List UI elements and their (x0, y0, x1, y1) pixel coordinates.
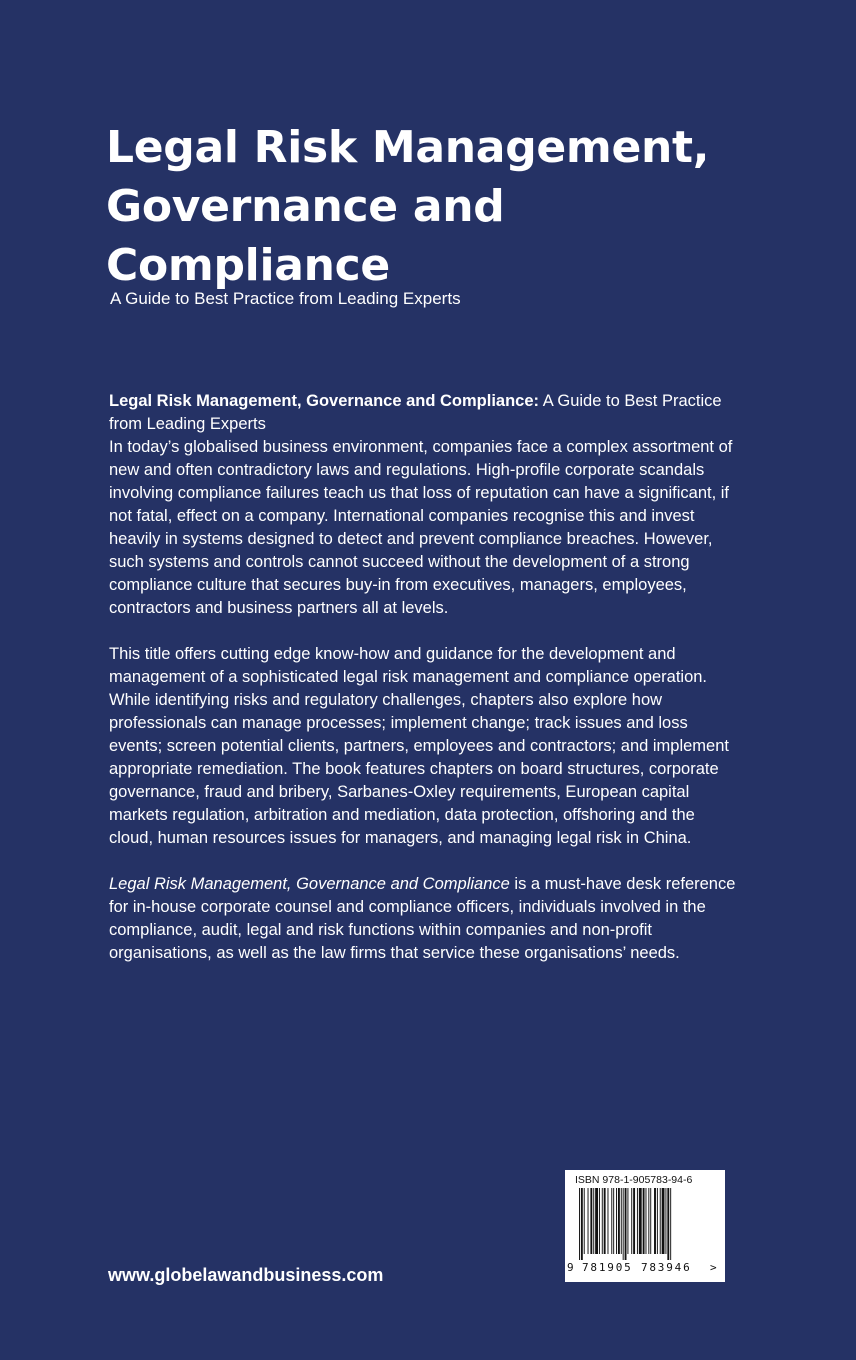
barcode-bar (593, 1188, 594, 1254)
blurb-paragraph-1: In today’s globalised business environment, companies face a complex assortment of new and often contradictory laws and regulations. High-profile corporate scandals involving compliance failures teach us that loss of reputation can have a significant, if not fatal, effect on a company. International companies recognise this and invest heavily in systems designed to detect and prevent compliance breaches. However, such systems and controls cannot succeed without the development of a strong compliance culture that secures buy-in from executives, managers, employees, contractors and business partners all at levels. (109, 438, 733, 617)
blurb (109, 390, 739, 988)
blurb-closing-italic: Legal Risk Management, Governance and Compliance (109, 875, 510, 893)
barcode-bar (665, 1188, 666, 1254)
barcode-bar (662, 1188, 665, 1254)
barcode-bar (657, 1188, 658, 1254)
barcode-bar (627, 1188, 628, 1254)
barcode-bar (650, 1188, 651, 1254)
barcode-bar (633, 1188, 635, 1254)
barcode-first-digit: 9 (567, 1261, 574, 1274)
barcode-bar (599, 1188, 600, 1254)
barcode-bar (637, 1188, 638, 1254)
barcode-bar (639, 1188, 642, 1254)
barcode-arrow: > (710, 1261, 717, 1274)
barcode-bar (667, 1188, 669, 1260)
barcode-bar (648, 1188, 649, 1254)
book-title-line-1: Legal Risk Management, (106, 122, 710, 173)
barcode-bar (646, 1188, 647, 1254)
barcode-bar (608, 1188, 609, 1254)
publisher-website: www.globelawandbusiness.com (108, 1265, 384, 1285)
blurb-closing-rest: is a must-have desk reference for in-house corporate counsel and compliance officers, individuals involved in the compliance, audit, legal and risk functions within companies and non-profit organisations, as well as the law firms that service these organisations’ needs. (109, 875, 736, 962)
blurb-lead-rest: A Guide to Best Practice from Leading Experts (109, 392, 722, 433)
barcode-digits: 781905 783946 (582, 1261, 692, 1274)
barcode-bar (643, 1188, 645, 1254)
barcode-bar (660, 1188, 661, 1254)
barcode-bar (611, 1188, 612, 1254)
barcode-bar (579, 1188, 580, 1260)
barcode-bar (584, 1188, 585, 1254)
barcode-bar (602, 1188, 603, 1254)
book-title (106, 118, 766, 295)
barcode-bar (618, 1188, 620, 1254)
book-title-line-2: Governance and (106, 181, 505, 232)
book-title-line-3: Compliance (106, 240, 390, 291)
barcode-bar (625, 1188, 627, 1260)
barcode-bar (621, 1188, 622, 1254)
barcode-bar (595, 1188, 598, 1254)
blurb-lead-bold: Legal Risk Management, Governance and Compliance: (109, 392, 540, 410)
barcode-bar (590, 1188, 592, 1254)
barcode-bar (613, 1188, 614, 1254)
barcode-bar (670, 1188, 671, 1260)
book-subtitle: A Guide to Best Practice from Leading Experts (110, 289, 461, 308)
barcode-bars-icon (579, 1188, 711, 1260)
blurb-lead (109, 390, 739, 436)
barcode-bar (654, 1188, 656, 1254)
isbn-label: ISBN 978-1-905783-94-6 (575, 1174, 693, 1186)
barcode-bar (623, 1188, 624, 1260)
barcode-bar (616, 1188, 617, 1254)
blurb-paragraph-2: This title offers cutting edge know-how and guidance for the development and management of a sophisticated legal risk management and compliance operation. While identifying risks and regulatory challenges, chapters also explore how professionals can manage processes; implement change; track issues and loss events; screen potential clients, partners, employees and contractors; and implement appropriate remediation. The book features chapters on board structures, corporate governance, fraud and bribery, Sarbanes-Oxley requirements, European capital markets regulation, arbitration and mediation, data protection, offshoring and the cloud, human resources issues for managers, and managing legal risk in China. (109, 645, 729, 847)
barcode-bar (604, 1188, 606, 1254)
barcode-bar (581, 1188, 583, 1260)
isbn-barcode (565, 1170, 725, 1282)
barcode-bar (588, 1188, 589, 1254)
barcode-bar (631, 1188, 632, 1254)
blurb-paragraph-3 (109, 873, 739, 965)
